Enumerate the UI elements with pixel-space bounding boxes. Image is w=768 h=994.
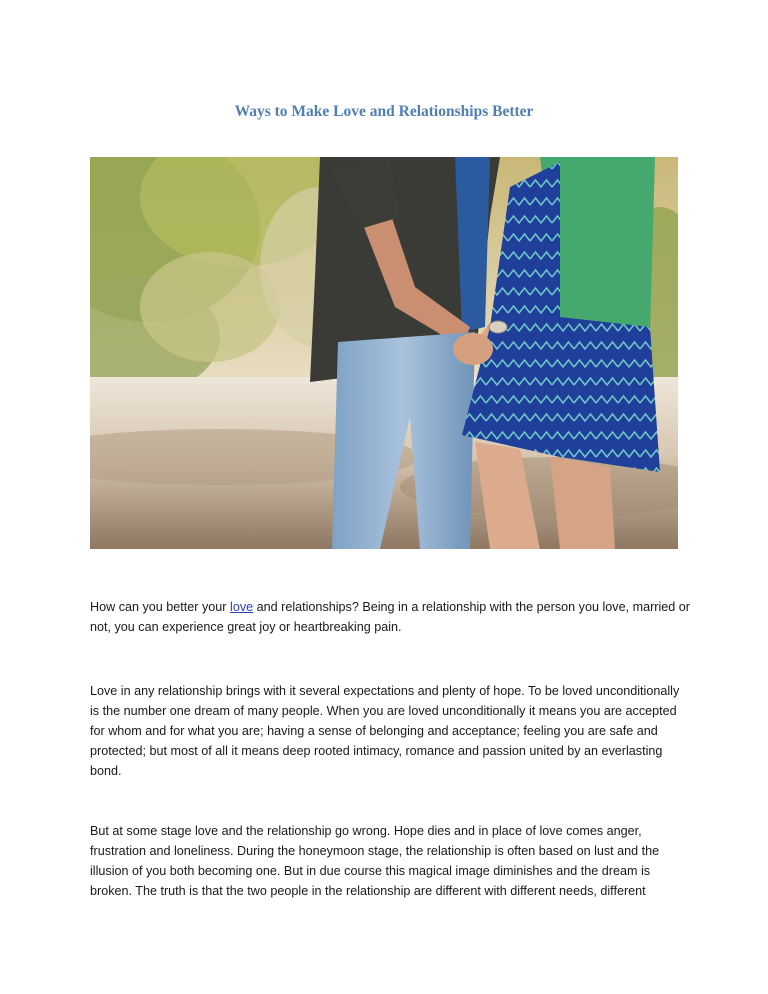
document-title: Ways to Make Love and Relationships Better (234, 103, 534, 120)
love-link[interactable]: love (230, 600, 254, 614)
body-paragraph-2: Love in any relationship brings with it several expectations and plenty of hope. To be loved unconditionally is the number one dream of many people. When you are loved unconditionally it means you are accepted for whom and for what you are; having a sense of belonging and acceptance; feeling you are safe and protected; but most of all it means deep rooted intimacy, romance and passion united by an everlasting bond. (90, 684, 680, 778)
intro-text-after-link: and relationships? Being in a relationship with the person you love, married or not, you can experience great joy or heartbreaking pain. (90, 600, 690, 634)
intro-text-before-link: How can you better your (90, 600, 231, 614)
body-paragraph-3: But at some stage love and the relationship go wrong. Hope dies and in place of love comes anger, frustration and loneliness. During the honeymoon stage, the relationship is often based on lust and the illusion of you both becoming one. But in due course this magical image diminishes and the dream is broken. The truth is that the two people in the relationship are different with different needs, different (90, 824, 660, 898)
intro-paragraph (90, 597, 690, 637)
couple-holding-hands-photo (90, 157, 678, 549)
